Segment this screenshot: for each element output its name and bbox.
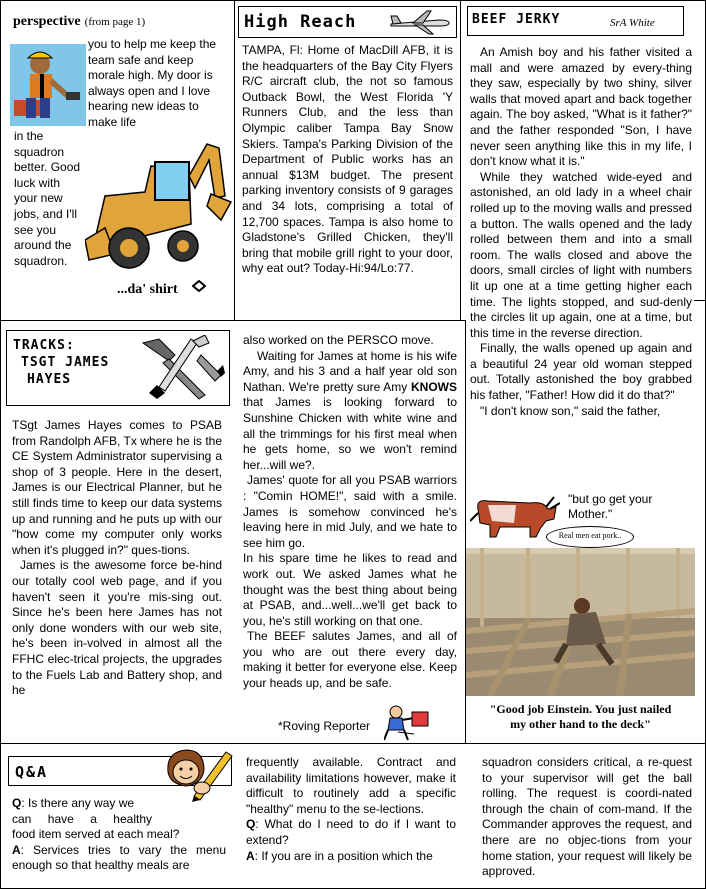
photo-caption	[466, 702, 695, 732]
photo-caption-line: "Good job Einstein. You just nailed	[489, 702, 672, 716]
qa-col2	[246, 755, 456, 864]
diamond-icon	[192, 280, 206, 292]
tracks-paragraph: In his spare time he likes to read and work out. We asked James what he thought was the best thing about being at PSAB, and...well...we'll get back to you, he's still working on that one.	[243, 551, 457, 628]
tracks-title-line: TRACKS:	[13, 338, 75, 353]
qa-text: can have a healthy	[12, 811, 152, 826]
perspective-heading	[13, 12, 145, 30]
qa-text: : Is there any way we	[21, 796, 135, 810]
qa-text: : What do I need to do if I want to extend?	[246, 817, 456, 847]
qa-text: food item served at each meal?	[12, 827, 180, 842]
tracks-paragraph: James is the awesome force be-hind our totally cool web page, and if you haven't seen it you're mis-sing out. Since he's been here James has not only done wonders with our web site, he's been in-volved in almost all the FFHC elec-trical projects, the upgrades to the Fuels Lab and Battery shop, and he	[12, 558, 222, 698]
beef-jerky-title: BEEF JERKY	[472, 12, 561, 27]
perspective-from-page: (from page 1)	[84, 16, 146, 28]
tracks-paragraph	[243, 349, 457, 474]
beef-jerky-paragraph: While they watched wide-eyed and astonished, an old lady in a wheel chair rolled up to the moving walls and pressed a button. The walls opened and the lady rolled between them and into a small room. The walls closed and above the doors, small circles of light with numbers lit up one at a time getting higher each time. The lights stopped, and sud-denly the circles lit up again, one at a time, but this time in the reverse direction.	[470, 169, 692, 340]
qa-text: frequently available. Contract and availability limitations however, make it difficult to routinely add a specific "healthy" menu to the se-lections.	[246, 755, 456, 816]
photo-caption-line: my other hand to the deck"	[510, 717, 651, 731]
qa-text: : If you are in a position which the	[254, 848, 433, 863]
roving-reporter-signature: *Roving Reporter	[278, 719, 371, 733]
frame-top	[0, 0, 706, 1]
worker-icon	[10, 44, 86, 126]
divider-col-b	[460, 0, 461, 320]
qa-col3: squadron considers critical, a re-quest to your supervisor will get the ball rolling. The request is coordi-nated through the chain of com-mand. If the Commander approves the request, and there are no objec-tions from your home station, your request will likely be approved.	[482, 755, 692, 879]
airplane-icon	[389, 9, 451, 35]
qa-title: Q&A	[15, 763, 49, 781]
tracks-title-line: HAYES	[27, 372, 72, 387]
tracks-text: Waiting for James at home is his wife Amy, and his 3 and a half year old son Nathan. We're pretty sure Amy	[243, 348, 457, 394]
qa-q-label: Q	[246, 817, 256, 832]
tracks-paragraph: TSgt James Hayes comes to PSAB from Randolph AFB, Tx where he is the CE System Administrator supervising a shop of 3 people. Here in the desert, James is our Electrical Planner, but he still finds time to keep our data systems up and running and he puts up with our "how come my computer only works when it's plugged in?" ques-tions.	[12, 418, 222, 557]
beef-jerky-body	[470, 45, 692, 419]
qa-answer	[246, 849, 456, 865]
tracks-col1	[12, 418, 222, 699]
tracks-title	[13, 337, 109, 388]
frame-left	[0, 0, 1, 889]
beef-jerky-paragraph: An Amish boy and his father visited a mall and were amazed by every-thing they saw, especially by two shiny, silver walls that moved apart and back together again. The boy asked, "What is it father?" and the father responded "Son, I have never seen anything like this in my life, I don't know what it is."	[470, 45, 692, 169]
qa-answer	[12, 843, 226, 874]
writing-girl-icon	[158, 744, 234, 802]
perspective-caption: ...da' shirt	[117, 282, 178, 297]
beef-jerky-last-line: "I don't know son," said the father,	[480, 403, 661, 418]
beef-jerky-header	[467, 6, 684, 36]
tracks-paragraph: also worked on the PERSCO move.	[243, 333, 434, 347]
high-reach-header	[238, 6, 457, 38]
backhoe-icon	[85, 136, 233, 276]
beef-jerky-paragraph: Finally, the walls opened up again and a beautiful 24 year old woman stepped out. Totally astonished the boy grabbed his father, "Father! How did it do that?"	[470, 341, 692, 403]
tracks-paragraph: The BEEF salutes James, and all of you who are out there every day, making it better for everyone else. Keep your heads up, and be safe.	[243, 629, 457, 691]
beef-jerky-line-3: Mother."	[568, 507, 613, 521]
high-reach-text: TAMPA, Fl: Home of MacDill AFB, it is the headquarters of the Bay City Flyers R/C aircraft club, the not so famous Outback Bowl, the West Florida 'Y Runners Club, and the less than Olympic caliber Tampa Bay Snow Skiers. Tampa's Parking Division of the Department of Public works has an annual $13M budget. The present parking inventory consists of 9 garages and 34 lots, comprising a total of 12,700 spaces. Tampa is also home to Gladstone's Grilled Chicken, they'll bring that mobile grill right to your door, why eat out? Today-Hi:94/Lo:77.	[242, 43, 453, 276]
perspective-top-text: you to help me keep the team safe and keep morale high. My door is always open and I love hearing new ideas to make life	[88, 37, 217, 129]
qa-col1	[12, 796, 226, 874]
divider-col-a	[234, 0, 235, 320]
tracks-col2	[243, 333, 457, 692]
qa-a-label: A	[246, 848, 255, 863]
knows-emphasis: KNOWS	[411, 379, 457, 394]
tracks-paragraph: James' quote for all you PSAB warriors : "Comin HOME!", said with a smile. James is somehow convinced he's leaving here in mid July, and we hate to see him go.	[243, 473, 457, 550]
divider-mid-row	[0, 743, 706, 744]
qa-q-label: Q	[12, 796, 22, 810]
divider-jerky-right	[694, 300, 706, 301]
qa-a-label: A	[12, 842, 21, 857]
speech-bubble-text: Real men eat pork..	[558, 531, 622, 540]
qa-question	[12, 796, 226, 812]
beef-jerky-line-2: "but go get your	[568, 492, 653, 506]
perspective-title: perspective	[13, 14, 81, 29]
reporter-icon	[384, 704, 430, 742]
high-reach-title: High Reach	[244, 12, 357, 32]
tracks-title-line: TSGT JAMES	[21, 355, 110, 370]
qa-question	[246, 817, 456, 848]
perspective-left-text: in the squadron better. Good luck with your new jobs, and I'll see you around the squadron.	[14, 129, 81, 268]
tracks-text: that James is looking forward to Sunshine Chicken with white wine and all the trimmings for his first meal when he gets home, so we won't remind her...will we?.	[243, 395, 457, 472]
tools-icon	[135, 335, 225, 401]
construction-photo	[466, 548, 695, 696]
divider-top-row	[0, 320, 466, 321]
beef-jerky-author: SrA White	[610, 17, 655, 29]
qa-text: : Services tries to vary the menu enough so that healthy meals are	[12, 842, 226, 873]
tracks-header	[6, 330, 230, 406]
